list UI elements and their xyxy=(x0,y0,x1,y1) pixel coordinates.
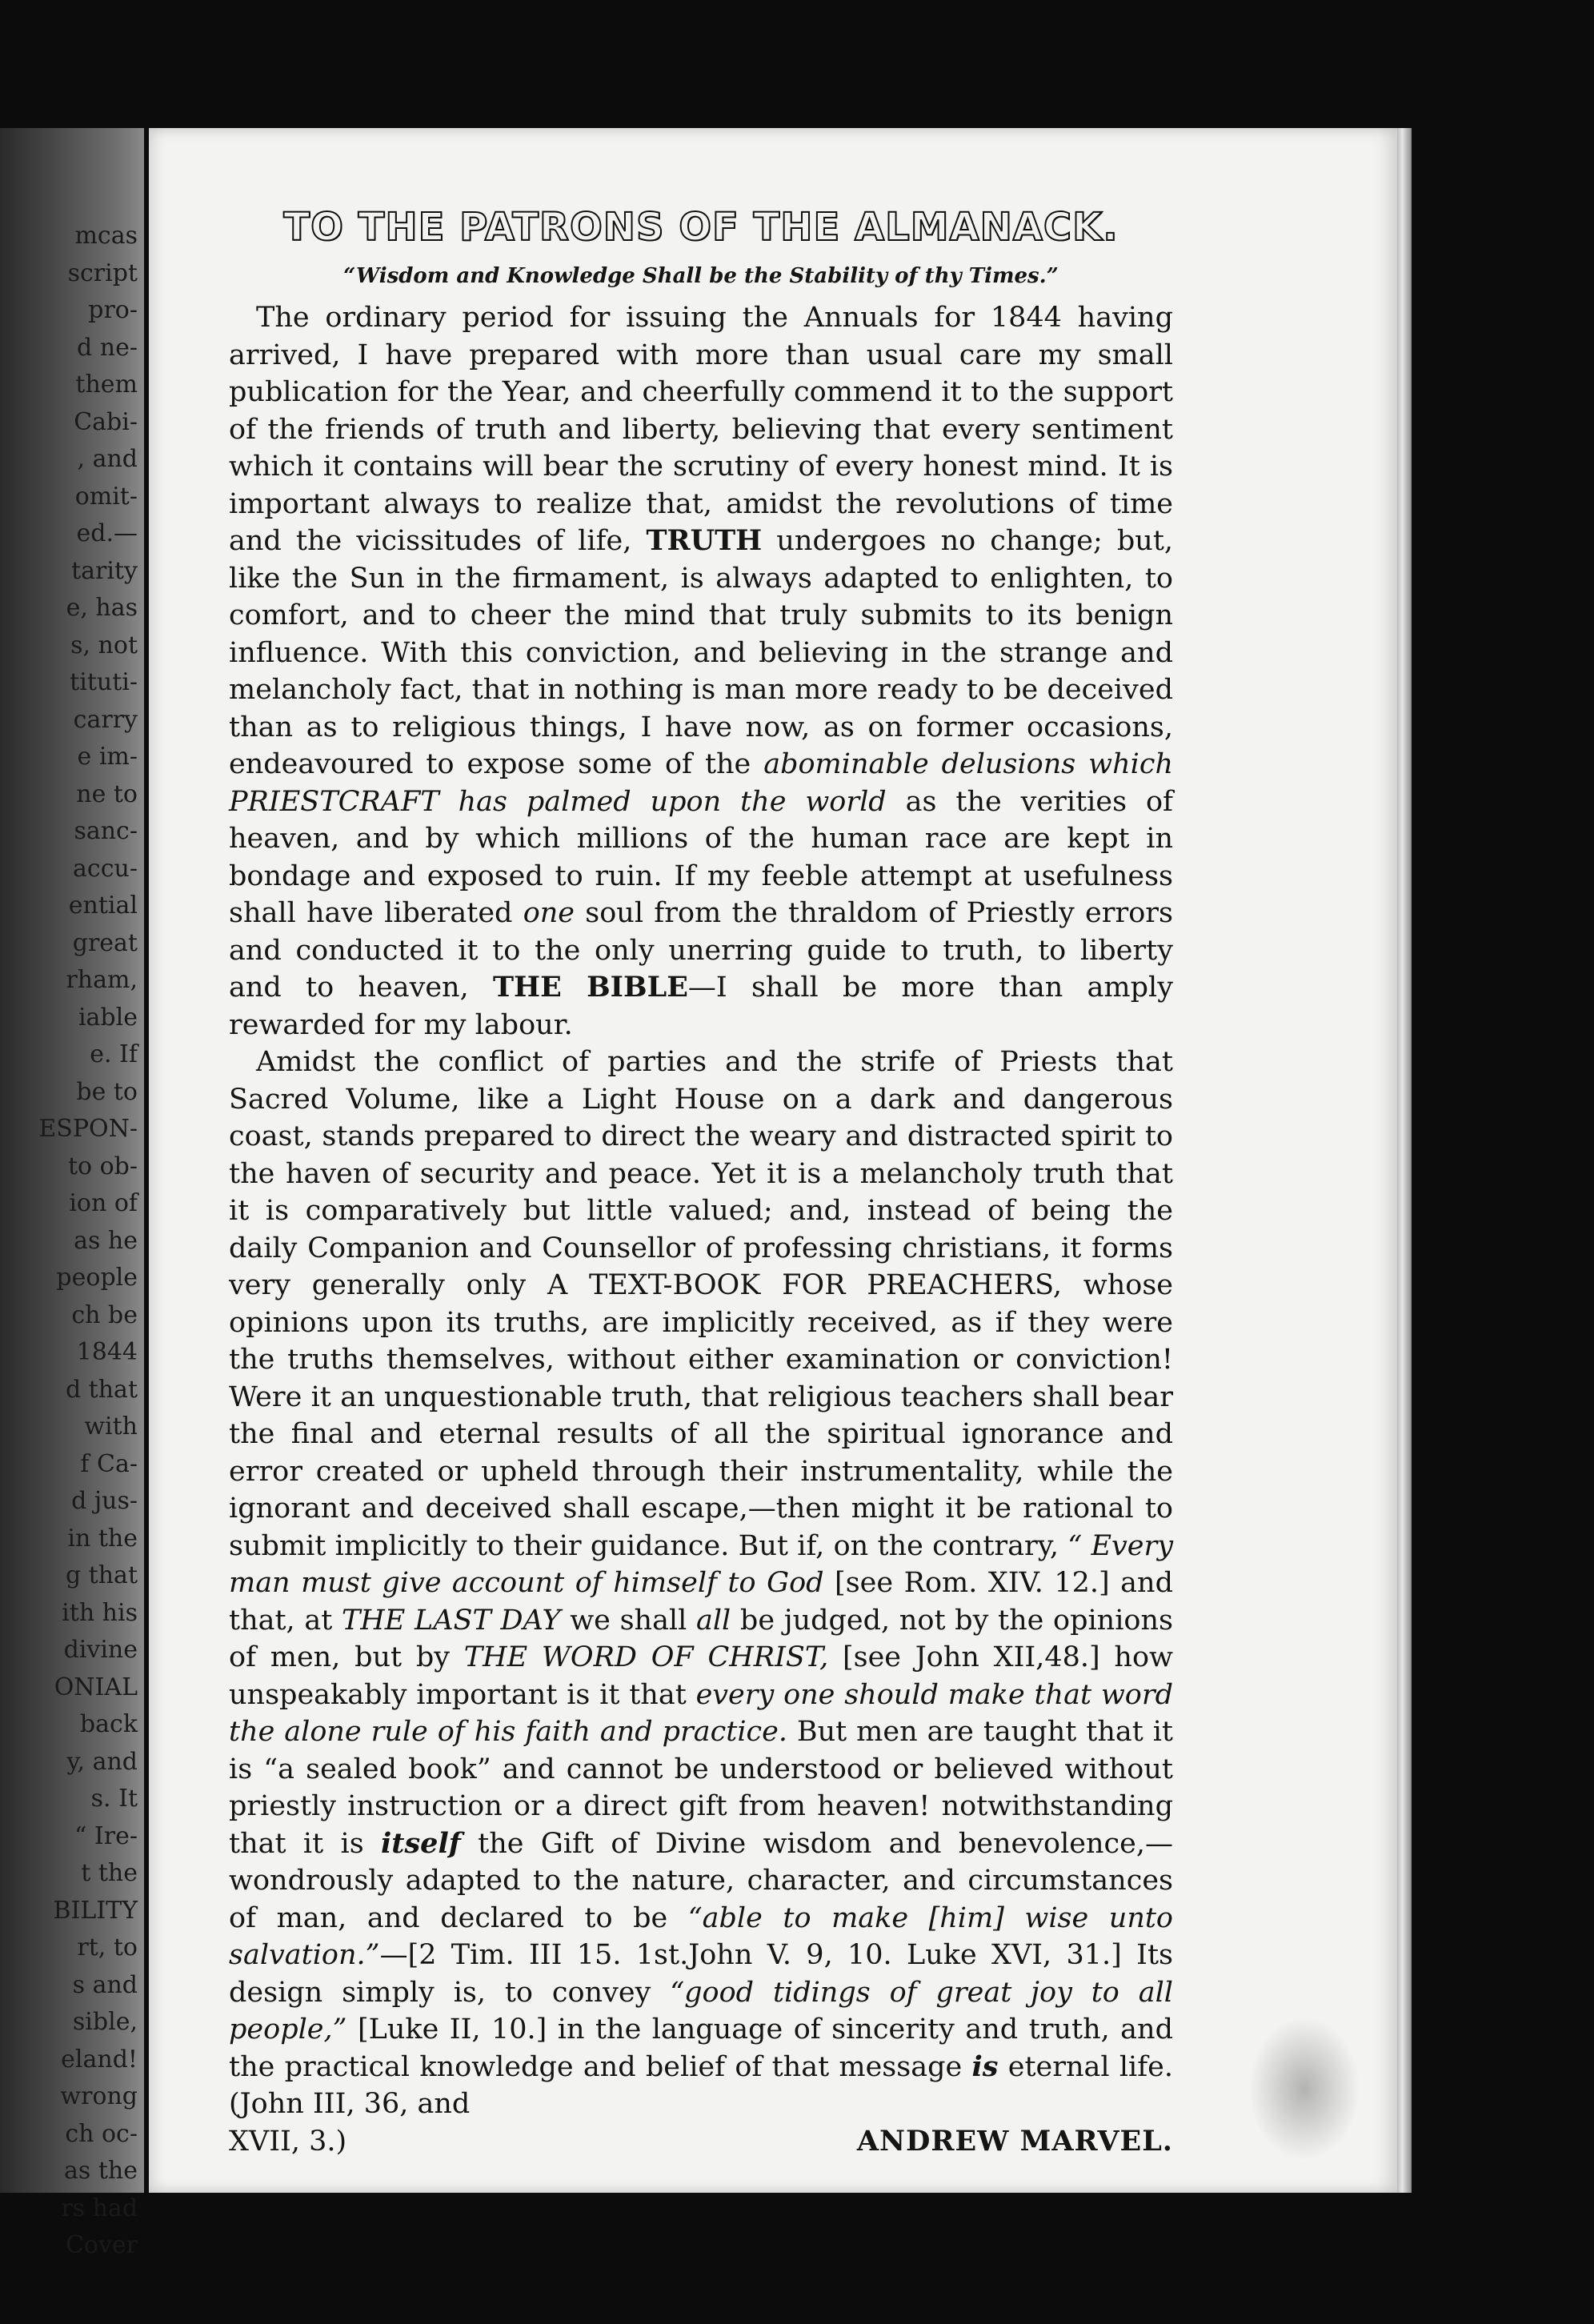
adjacent-page-fragment: pro- xyxy=(88,296,138,324)
bible-emphasis: THE BIBLE xyxy=(492,971,688,1004)
adjacent-page-fragment: Cover xyxy=(65,2231,138,2259)
is-emphasis: is xyxy=(971,2050,999,2083)
adjacent-page-fragment: BILITY xyxy=(53,1896,138,1925)
adjacent-page-fragment: with xyxy=(84,1412,138,1440)
adjacent-page-fragment: 1844 xyxy=(76,1338,138,1366)
every-one-emphasis: every one should make that word the alone rule of his faith and practice. xyxy=(229,1678,1173,1748)
adjacent-page-fragment: d ne- xyxy=(77,333,138,362)
adjacent-page-fragment: rs had xyxy=(61,2194,138,2222)
adjacent-page-fragment: tarity xyxy=(71,556,138,585)
motto: “Wisdom and Knowledge Shall be the Stability of thy Times.” xyxy=(343,264,1059,288)
adjacent-page-fragment: s, not xyxy=(70,631,138,659)
text-run: whose opinions upon its truths, are implicitly received, as if they were the truths themselves, without either examination or conviction! Were it an unquestionable truth, that religious teachers shall bear the final and eternal results of all the spiritual ignorance and error created or upheld through their instrumentality, while the ignorant and deceived shall escape,—then might it be rational to submit implicitly to their guidance. But if, on the contrary, xyxy=(229,1269,1173,1562)
text-run: —[2 Tim. III 15. 1st.John V. 9, 10. Luke XVI, 31.] Its design simply is, to convey xyxy=(229,1939,1173,2009)
adjacent-page-fragment: Cabi- xyxy=(74,407,138,436)
adjacent-page-fragment: sanc- xyxy=(74,817,138,845)
adjacent-page-fragment: “ Ire- xyxy=(74,1821,138,1850)
adjacent-page-fragment: ion of xyxy=(69,1189,138,1217)
adjacent-page-fragment: d jus- xyxy=(71,1487,138,1515)
adjacent-page-fragment: s. It xyxy=(90,1785,138,1813)
adjacent-page-fragment: divine xyxy=(63,1636,138,1664)
adjacent-page-fragment: ESPON- xyxy=(38,1115,138,1143)
adjacent-page-fragment: , and xyxy=(77,445,138,473)
text-run: as the verities of heaven, and by which millions of the human race are kept in bondage and exposed to ruin. If my feeble attempt at usefulness shall have liberated xyxy=(229,785,1173,929)
paragraph-1 xyxy=(229,299,1173,1044)
textbook-emphasis: A TEXT-BOOK FOR PREACHERS, xyxy=(547,1269,1062,1301)
good-tidings-quote: “good tidings of great joy to all people,” xyxy=(229,1976,1173,2046)
adjacent-page-fragment: iable xyxy=(78,1003,138,1032)
adjacent-page-fragment: to ob- xyxy=(67,1152,138,1180)
adjacent-page-fragment: mcas xyxy=(74,222,138,250)
text-run: undergoes no change; but, like the Sun in the firmament, is always adapted to enlighten, to comfort, and to cheer the mind that truly submits to its benign influence. With this conviction, and believing in the strange and melancholy fact, that in nothing is man more ready to be deceived than as to religious things, I have now, as on former occasions, endeavoured to expose some of the xyxy=(229,525,1174,780)
almanac-page xyxy=(149,128,1397,2193)
adjacent-page-fragment: ch oc- xyxy=(65,2119,138,2148)
itself-emphasis: itself xyxy=(381,1826,461,1860)
page-heading: TO THE PATRONS OF THE ALMANACK. xyxy=(283,205,1119,250)
text-run: the Gift of Divine wisdom and benevolence,—wondrously adapted to the nature, character, and circumstances of man, and declared to be xyxy=(229,1827,1173,1934)
adjacent-page-fragment: sible, xyxy=(72,2008,138,2036)
adjacent-page-fragment: rham, xyxy=(66,966,138,994)
text-run: The ordinary period for issuing the Annuals for 1844 having arrived, I have prepared with more than usual care my small publication for the Year, and cheerfully commend it to the support of the friends of truth and liberty, believing that every sentiment which it contains will bear the scrutiny of every honest mind. It is important always to realize that, amidst the revolutions of time and the vicissitudes of life, xyxy=(229,302,1173,557)
strip-spacer xyxy=(0,128,144,218)
adjacent-page-fragment: them xyxy=(75,371,138,399)
adjacent-page-fragment: ential xyxy=(68,892,138,920)
adjacent-page-fragment: y, and xyxy=(66,1747,138,1776)
adjacent-page-fragment: as the xyxy=(64,2157,138,2185)
paragraph-2 xyxy=(229,1044,1173,2123)
adjacent-page-fragment: ch be xyxy=(71,1300,138,1329)
all-emphasis: all xyxy=(696,1604,731,1637)
text-run: Amidst the conflict of parties and the strife of Priests that Sacred Volume, like a Light House on a dark and dangerous coast, stands prepared to direct the weary and distracted spirit to the haven of security and peace. Yet it is a melancholy truth that it is comparatively but little valued; and, instead of being the daily Companion and Counsellor of professing christians, it forms very generally only xyxy=(229,1046,1173,1301)
last-day-emphasis: THE LAST DAY xyxy=(341,1604,561,1637)
page-content xyxy=(229,205,1173,2160)
adjacent-page-fragment: s and xyxy=(72,1970,138,1999)
text-run: [see Rom. XIV. 12.] and that, at xyxy=(229,1567,1173,1637)
adjacent-page-fragment: tituti- xyxy=(70,668,138,696)
adjacent-page-strip xyxy=(0,128,144,2259)
adjacent-page-fragment: ed.— xyxy=(76,519,138,547)
text-run: [see John XII,48.] how unspeakably important is it that xyxy=(229,1641,1174,1711)
text-run: —I shall be more than amply rewarded for my labour. xyxy=(229,972,1173,1041)
text-run: be judged, not by the opinions of men, but by xyxy=(229,1604,1173,1673)
author-signature: ANDREW MARVEL. xyxy=(856,2124,1173,2158)
adjacent-page-fragment: back xyxy=(79,1710,138,1738)
salvation-quote: “able to make [him] wise unto salvation.” xyxy=(229,1901,1173,1971)
page-edge xyxy=(1397,128,1412,2193)
adjacent-page-fragment: ne to xyxy=(76,779,138,808)
one-emphasis: one xyxy=(523,897,575,929)
word-of-christ-emphasis: THE WORD OF CHRIST, xyxy=(463,1641,829,1673)
adjacent-page-fragment: as he xyxy=(74,1226,138,1255)
adjacent-page-fragment: ith his xyxy=(62,1598,138,1627)
adjacent-page-fragment: wrong xyxy=(60,2082,138,2110)
text-run: [Luke II, 10.] in the language of sincerity and truth, and the practical knowledge and belief of that message xyxy=(229,2013,1173,2083)
closing-line xyxy=(229,2123,1173,2161)
text-run: we shall xyxy=(560,1604,696,1637)
adjacent-page-fragment: eland! xyxy=(61,2045,138,2074)
adjacent-page-fragment: e, has xyxy=(66,594,138,622)
adjacent-page-text xyxy=(0,218,144,2265)
closing-reference: XVII, 3.) xyxy=(229,2125,347,2158)
adjacent-page-fragment: people xyxy=(56,1264,138,1292)
article-body xyxy=(229,299,1173,2160)
adjacent-page-fragment: great xyxy=(72,928,138,957)
adjacent-page-fragment: in the xyxy=(67,1524,138,1553)
text-run: But men are taught that it is “a sealed book” and cannot be understood or believed without priestly instruction or a direct gift from heaven! notwithstanding that it is xyxy=(229,1716,1173,1860)
adjacent-page-fragment: t the xyxy=(81,1859,138,1887)
adjacent-page-fragment: omit- xyxy=(74,482,138,511)
ink-smudge xyxy=(1248,2017,1360,2161)
adjacent-page-fragment: carry xyxy=(73,705,138,734)
adjacent-page-fragment: e im- xyxy=(77,743,138,771)
adjacent-page-fragment: d that xyxy=(65,1375,138,1404)
adjacent-page-fragment: accu- xyxy=(73,854,138,883)
adjacent-page-fragment: g that xyxy=(65,1561,138,1589)
adjacent-page-fragment: e. If xyxy=(90,1040,138,1068)
text-run: eternal life. (John III, 36, and xyxy=(229,2050,1173,2120)
text-run: soul from the thraldom of Priestly errors and conducted it to the only unerring guide to truth, to liberty and to heaven, xyxy=(229,897,1173,1004)
adjacent-page-fragment: rt, to xyxy=(77,1933,138,1961)
adjacent-page-fragment: be to xyxy=(76,1077,138,1106)
truth-emphasis: TRUTH xyxy=(646,524,763,557)
adjacent-page-fragment: ONIAL xyxy=(54,1673,138,1701)
adjacent-page-fragment: script xyxy=(67,258,138,287)
every-man-quote: “ Every man must give account of himself to God xyxy=(229,1529,1173,1599)
priestcraft-emphasis: abominable delusions which PRIESTCRAFT has palmed upon the world xyxy=(229,748,1173,818)
adjacent-page-fragment: f Ca- xyxy=(80,1449,138,1478)
